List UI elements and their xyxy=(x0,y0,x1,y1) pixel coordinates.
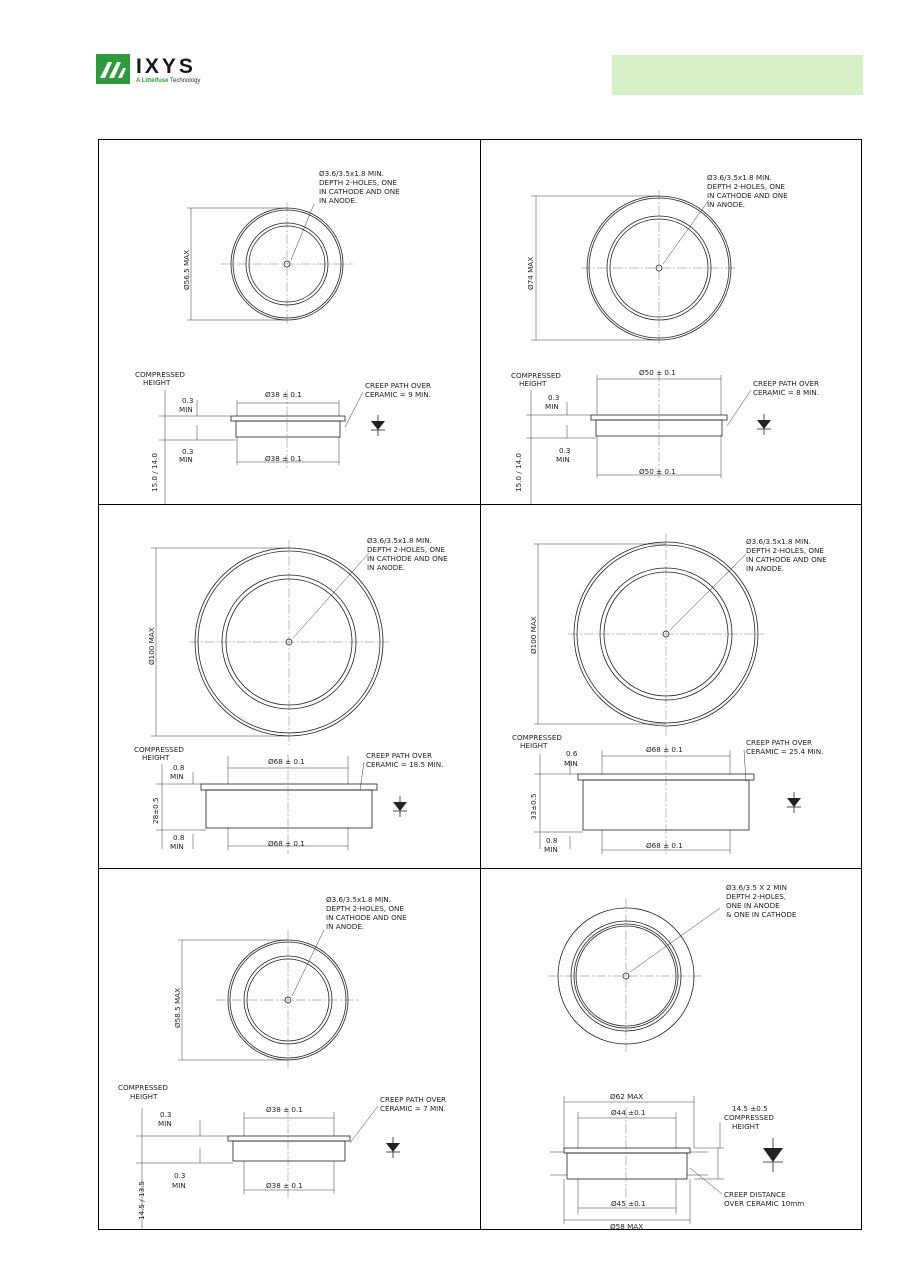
p1-bottom-dia: Ø38 ± 0.1 xyxy=(265,454,302,463)
p5-outer-dia: Ø58.5 MAX xyxy=(173,988,182,1028)
p2-hole-note-4: IN ANODE. xyxy=(707,200,746,209)
p4-min-bottom-min: MIN xyxy=(544,845,558,854)
p5-bottom-dia: Ø38 ± 0.1 xyxy=(266,1181,303,1190)
p3-hole-note-1: Ø3.6/3.5x1.8 MIN. xyxy=(367,536,432,545)
p1-min-top-val: 0.3 xyxy=(182,396,194,405)
p3-bottom-dia: Ø68 ± 0.1 xyxy=(268,839,305,848)
p3-min-top-min: MIN xyxy=(170,772,184,781)
p5-creep-2: CERAMIC = 7 MIN. xyxy=(380,1104,446,1113)
p6-hole-note-2: DEPTH 2-HOLES, xyxy=(726,892,787,901)
p1-height: 15.0 / 14.0 xyxy=(150,453,159,492)
package-drawing-1 xyxy=(99,140,480,504)
p4-min-top-min: MIN xyxy=(564,759,578,768)
p3-compressed-2: HEIGHT xyxy=(142,753,170,762)
p1-hole-note-4: IN ANODE. xyxy=(319,196,358,205)
p5-min-top-val: 0.3 xyxy=(160,1110,172,1119)
p4-top-dia: Ø68 ± 0.1 xyxy=(646,745,683,754)
p3-hole-note-2: DEPTH 2-HOLES, ONE xyxy=(367,545,445,554)
p2-hole-note-1: Ø3.6/3.5x1.8 MIN. xyxy=(707,173,772,182)
p4-creep-2: CERAMIC = 25.4 MIN. xyxy=(746,747,824,756)
p2-outer-dia: Ø74 MAX xyxy=(526,256,535,290)
p5-min-bottom-val: 0.3 xyxy=(174,1171,186,1180)
p3-top-dia: Ø68 ± 0.1 xyxy=(268,757,305,766)
p1-compressed-2: HEIGHT xyxy=(143,378,171,387)
p6-outer-max: Ø62 MAX xyxy=(610,1092,644,1101)
p6-top-dia: Ø44 ±0.1 xyxy=(611,1108,646,1117)
p6-height-note-1: 14.5 ±0.5 xyxy=(732,1104,768,1113)
p5-min-bottom-min: MIN xyxy=(172,1181,186,1190)
p3-min-bottom-val: 0.8 xyxy=(173,833,185,842)
package-drawing-4 xyxy=(480,504,861,867)
company-name: IXYS xyxy=(136,55,196,78)
package-drawing-2 xyxy=(481,140,862,504)
p2-compressed-1: COMPRESSED xyxy=(511,371,561,380)
p1-top-dia: Ø38 ± 0.1 xyxy=(265,390,302,399)
package-2-svg xyxy=(481,140,862,504)
p6-hole-note-4: & ONE IN CATHODE xyxy=(726,910,797,919)
p5-hole-note-2: DEPTH 2-HOLES, ONE xyxy=(326,904,404,913)
p5-compressed-1: COMPRESSED xyxy=(118,1083,168,1092)
p2-min-top-val: 0.3 xyxy=(548,393,560,402)
p6-creep-2: OVER CERAMIC 10mm xyxy=(724,1199,805,1208)
p6-bottom-dia: Ø45 ±0.1 xyxy=(611,1199,646,1208)
p3-compressed-1: COMPRESSED xyxy=(134,745,184,754)
p1-min-top-min: MIN xyxy=(179,405,193,414)
p1-compressed-1: COMPRESSED xyxy=(135,370,185,379)
p3-outer-dia: Ø100 MAX xyxy=(147,627,156,665)
p3-hole-note-4: IN ANODE. xyxy=(367,563,406,572)
p1-hole-note-2: DEPTH 2-HOLES, ONE xyxy=(319,178,397,187)
p6-base-max: Ø58 MAX xyxy=(610,1222,644,1230)
package-drawing-6 xyxy=(480,868,861,1230)
p3-creep-1: CREEP PATH OVER xyxy=(366,751,433,760)
p2-hole-note-3: IN CATHODE AND ONE xyxy=(707,191,788,200)
p2-compressed-2: HEIGHT xyxy=(519,379,547,388)
p4-outer-dia: Ø100 MAX xyxy=(529,616,538,654)
p6-height-note-3: HEIGHT xyxy=(732,1122,760,1131)
p4-hole-note-1: Ø3.6/3.5x1.8 MIN. xyxy=(746,537,811,546)
p1-min-bottom-val: 0.3 xyxy=(182,447,194,456)
header-color-box xyxy=(612,55,863,95)
p3-creep-2: CERAMIC = 18.5 MIN. xyxy=(366,760,444,769)
p2-min-bottom-val: 0.3 xyxy=(559,446,571,455)
p2-creep-2: CERAMIC = 8 MIN. xyxy=(753,388,819,397)
p2-bottom-dia: Ø50 ± 0.1 xyxy=(639,467,676,476)
p5-min-top-min: MIN xyxy=(158,1119,172,1128)
p1-creep-2: CERAMIC = 9 MIN. xyxy=(365,390,431,399)
p5-height: 14.5 / 13.5 xyxy=(137,1181,146,1220)
p1-hole-note-3: IN CATHODE AND ONE xyxy=(319,187,400,196)
p4-min-top-val: 0.6 xyxy=(566,749,578,758)
p2-hole-note-2: DEPTH 2-HOLES, ONE xyxy=(707,182,785,191)
p5-hole-note-3: IN CATHODE AND ONE xyxy=(326,913,407,922)
p2-height: 15.0 / 14.0 xyxy=(514,453,523,492)
p6-creep-1: CREEP DISTANCE xyxy=(724,1190,786,1199)
tagline-rest: Technology xyxy=(168,78,201,84)
p1-hole-note-1: Ø3.6/3.5x1.8 MIN. xyxy=(319,169,384,178)
p5-hole-note-1: Ø3.6/3.5x1.8 MIN. xyxy=(326,895,391,904)
p5-top-dia: Ø38 ± 0.1 xyxy=(266,1105,303,1114)
p4-hole-note-2: DEPTH 2-HOLES, ONE xyxy=(746,546,824,555)
p5-compressed-2: HEIGHT xyxy=(130,1092,158,1101)
p3-min-top-val: 0.8 xyxy=(173,763,185,772)
p1-outer-dia: Ø56.5 MAX xyxy=(182,250,191,290)
p2-top-dia: Ø50 ± 0.1 xyxy=(639,368,676,377)
tagline-brand: A Littelfuse xyxy=(136,78,169,84)
p5-hole-note-4: IN ANODE. xyxy=(326,922,365,931)
p4-hole-note-4: IN ANODE. xyxy=(746,564,785,573)
p3-min-bottom-min: MIN xyxy=(170,842,184,851)
p6-hole-note-1: Ø3.6/3.5 X 2 MIN xyxy=(726,883,787,892)
p1-creep-1: CREEP PATH OVER xyxy=(365,381,432,390)
p2-creep-1: CREEP PATH OVER xyxy=(753,379,820,388)
p2-min-top-min: MIN xyxy=(545,402,559,411)
company-tagline xyxy=(136,78,200,84)
p5-creep-1: CREEP PATH OVER xyxy=(380,1095,447,1104)
p6-hole-note-3: ONE IN ANODE xyxy=(726,901,780,910)
package-1-svg xyxy=(99,140,480,504)
p3-hole-note-3: IN CATHODE AND ONE xyxy=(367,554,448,563)
p4-creep-1: CREEP PATH OVER xyxy=(746,738,813,747)
p2-min-bottom-min: MIN xyxy=(556,455,570,464)
ixys-logo xyxy=(96,54,216,90)
p3-height: 28±0.5 xyxy=(151,797,160,824)
p4-bottom-dia: Ø68 ± 0.1 xyxy=(646,841,683,850)
p4-min-bottom-val: 0.8 xyxy=(546,836,558,845)
p4-hole-note-3: IN CATHODE AND ONE xyxy=(746,555,827,564)
p4-compressed-1: COMPRESSED xyxy=(512,733,562,742)
ixys-logo-mark-icon xyxy=(96,54,130,84)
package-3-side-view xyxy=(98,504,479,867)
p4-height: 33±0.5 xyxy=(529,793,538,820)
p6-height-note-2: COMPRESSED xyxy=(724,1113,774,1122)
package-drawing-5 xyxy=(98,868,479,1230)
p1-min-bottom-min: MIN xyxy=(179,455,193,464)
p4-compressed-2: HEIGHT xyxy=(520,741,548,750)
